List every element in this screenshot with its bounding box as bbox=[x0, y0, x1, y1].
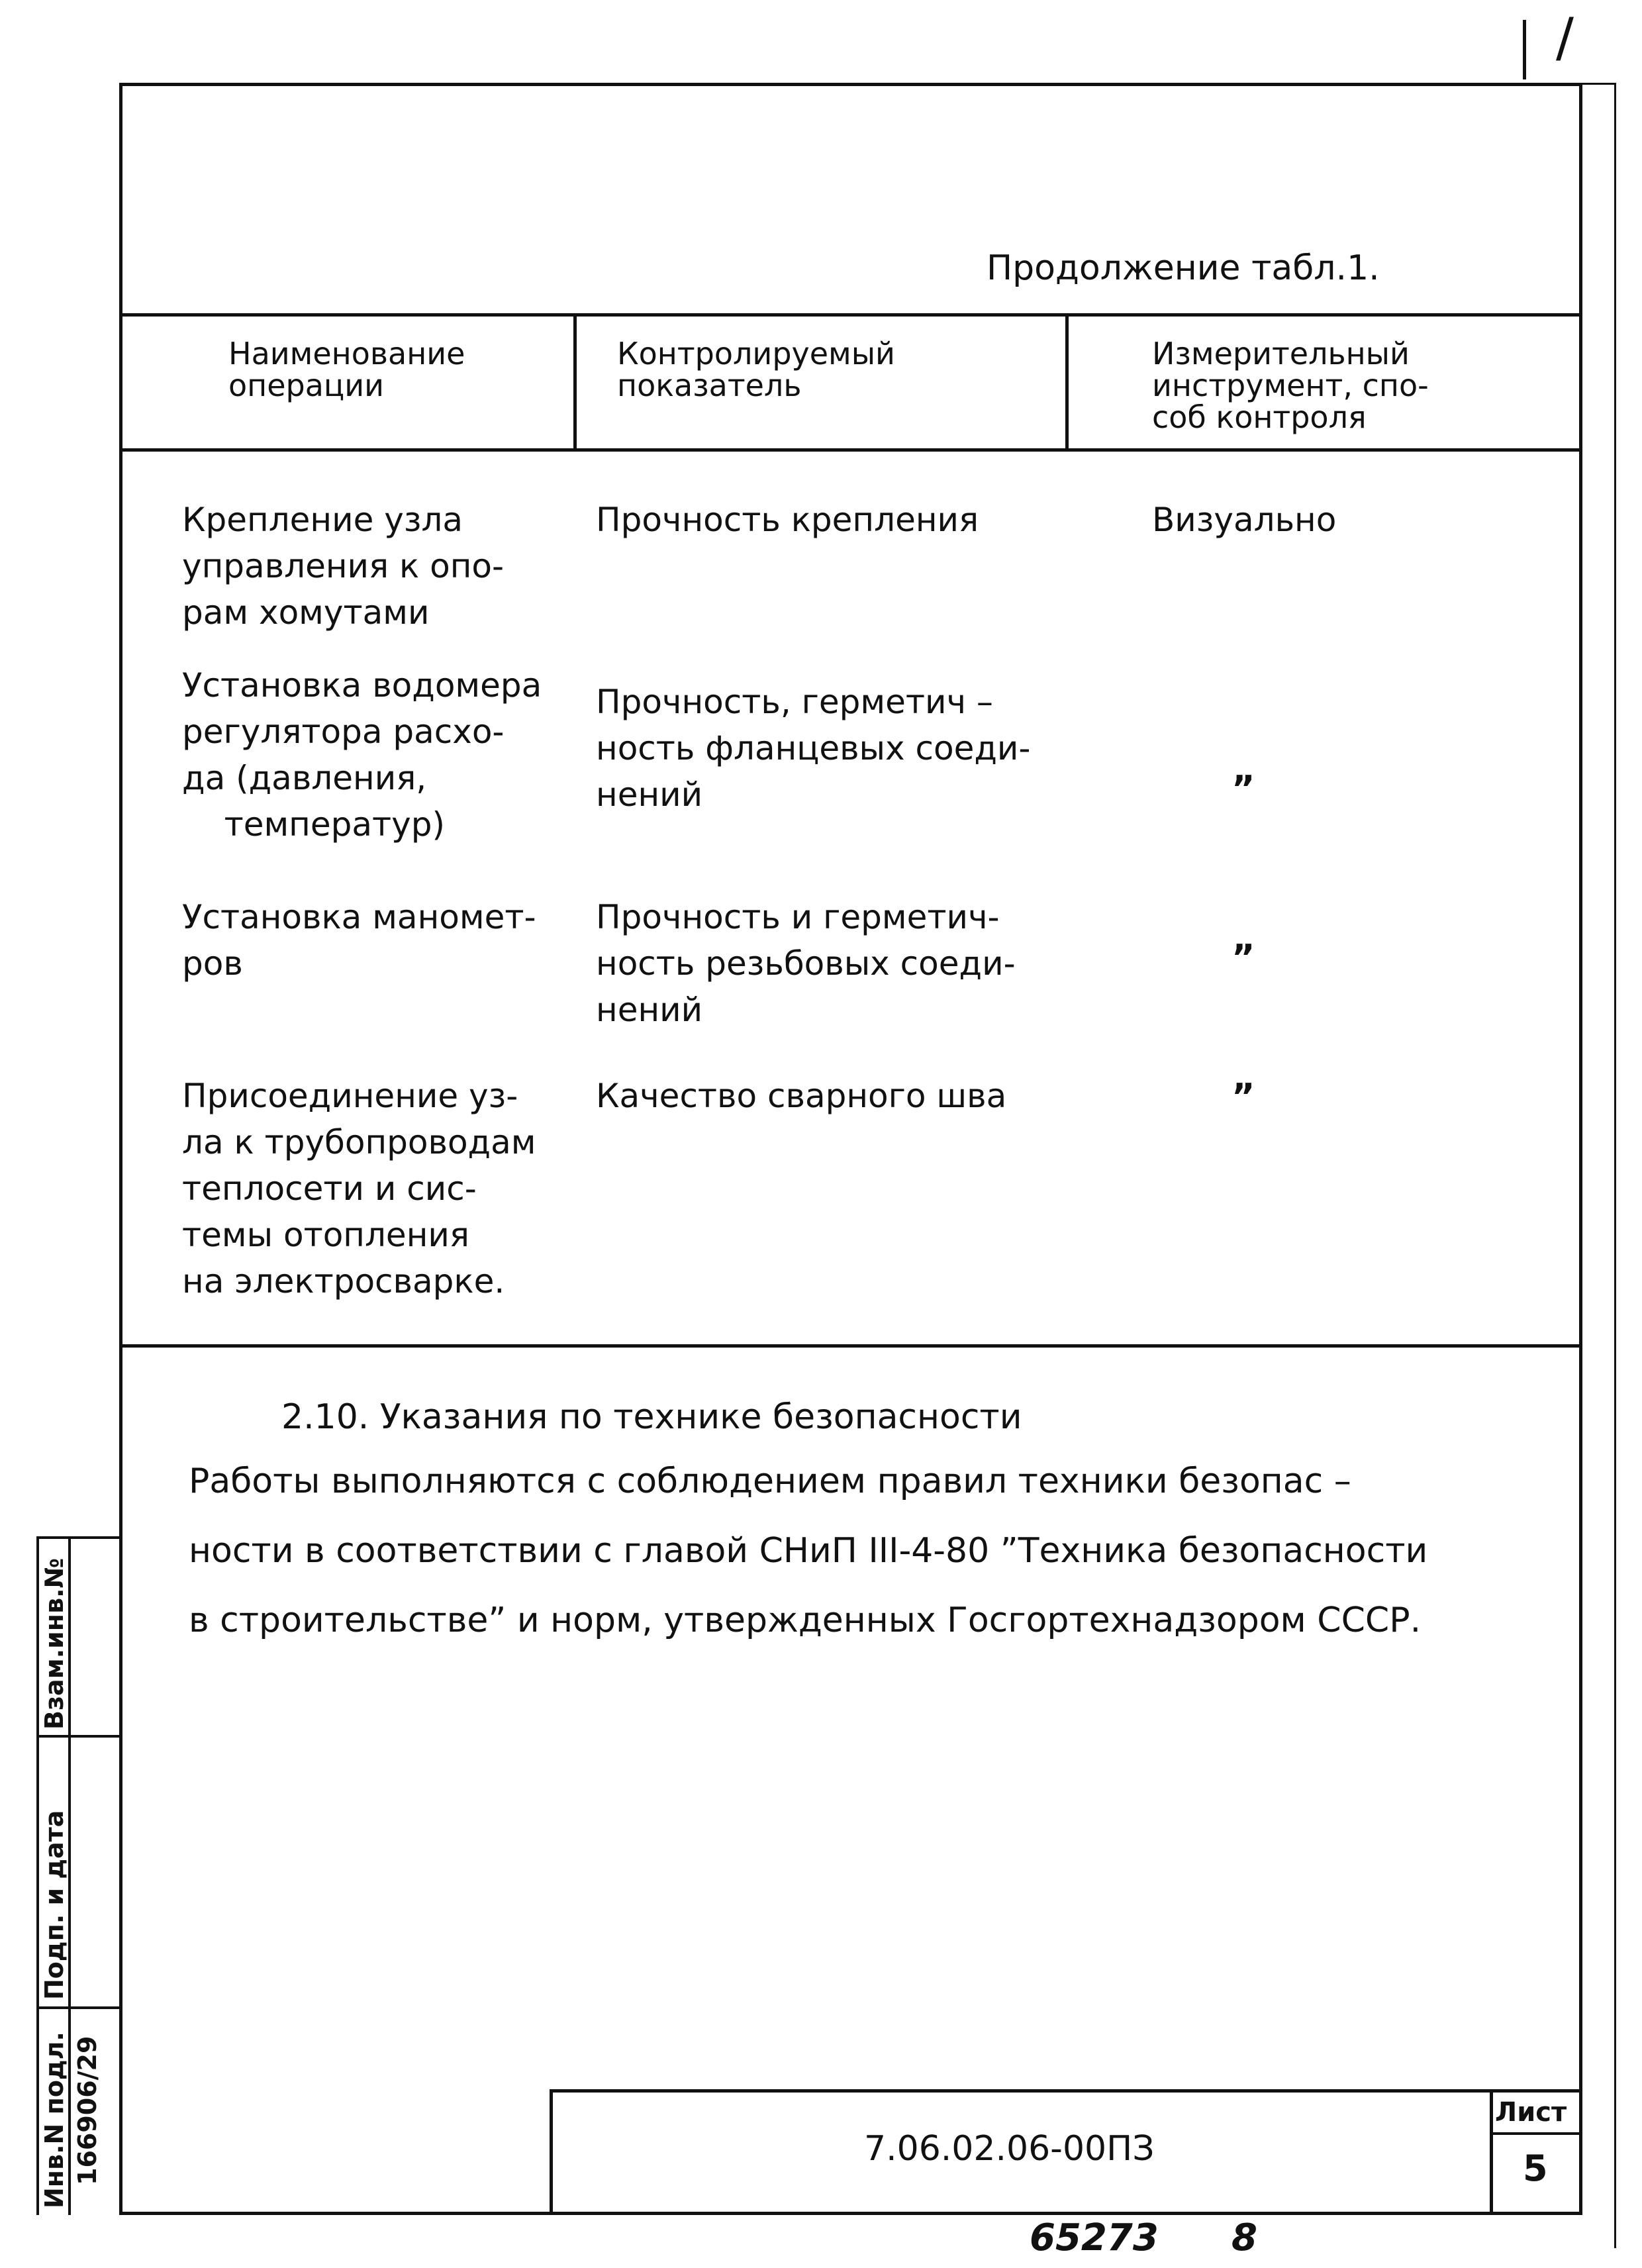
header-col-divider-1 bbox=[573, 313, 577, 452]
row-operation: Крепление узла управления к опо- рам хомутами bbox=[182, 501, 505, 632]
section-text: Работы выполняются с соблюдением правил техники безопас – ности в соответствии с главой СНиП III-4-80 ”Техника безопасности в строительстве” и норм, утвержденных Госгортехнадзором СССР. bbox=[189, 1461, 1428, 1640]
title-block-left bbox=[550, 2089, 553, 2215]
archive-number: 65273 bbox=[1030, 2216, 1159, 2259]
row-method-ditto: ” bbox=[1232, 768, 1255, 810]
frame-bottom bbox=[119, 2212, 1582, 2215]
title-block-top bbox=[550, 2089, 1582, 2093]
title-block-sheet-sep bbox=[1490, 2132, 1582, 2135]
document-code: 7.06.02.06-00ПЗ bbox=[864, 2129, 1155, 2169]
stamp-sep-1 bbox=[36, 1735, 121, 1738]
stamp-sign-label: Подп. и дата bbox=[40, 1810, 69, 2000]
sheet-number: 5 bbox=[1523, 2147, 1548, 2189]
frame-left bbox=[119, 83, 122, 2215]
table-header-top bbox=[119, 313, 1582, 317]
stamp-inv-value: 166906/29 bbox=[73, 2036, 102, 2185]
outer-right-edge bbox=[1614, 83, 1616, 2248]
row-operation: Присоединение уз- ла к трубопроводам теплосети и сис- темы отопления на электросварке. bbox=[182, 1077, 536, 1301]
table-bottom bbox=[119, 1344, 1582, 1348]
frame-right bbox=[1579, 83, 1582, 2215]
title-block-sheet-divider bbox=[1490, 2089, 1493, 2215]
column-header-indicator: Контролируемый показатель bbox=[617, 336, 895, 403]
stamp-top bbox=[36, 1536, 121, 1539]
page-number: 8 bbox=[1232, 2216, 1257, 2259]
section-heading: 2.10. Указания по технике безопасности bbox=[281, 1397, 1022, 1437]
corner-mark: / bbox=[1556, 7, 1574, 68]
corner-divider bbox=[1523, 20, 1526, 79]
stamp-sep-2 bbox=[36, 2006, 121, 2009]
outer-top-edge bbox=[1579, 83, 1616, 85]
row-indicator: Прочность, герметич – ность фланцевых соеди- нений bbox=[596, 683, 1031, 814]
row-indicator: Прочность и герметич- ность резьбовых соеди- нений bbox=[596, 898, 1016, 1029]
stamp-replace-label: Взам.инв.№ bbox=[40, 1557, 69, 1730]
row-operation: Установка маномет- ров bbox=[182, 898, 536, 983]
sheet-label: Лист bbox=[1495, 2097, 1567, 2128]
row-operation: Установка водомера регулятора расхо- да (давления, температур) bbox=[182, 666, 542, 844]
stamp-inv-label: Инв.N подл. bbox=[40, 2032, 69, 2208]
table-caption: Продолжение табл.1. bbox=[987, 248, 1380, 288]
column-header-method: Измерительный инструмент, спо- соб контроля bbox=[1152, 336, 1429, 435]
stamp-outer-left bbox=[36, 1536, 39, 2215]
row-method-ditto: ” bbox=[1232, 937, 1255, 979]
column-header-operation: Наименование операции bbox=[228, 336, 465, 403]
row-method-ditto: ” bbox=[1232, 1076, 1255, 1118]
row-method: Визуально bbox=[1152, 501, 1337, 539]
frame-top bbox=[119, 83, 1582, 86]
row-indicator: Качество сварного шва bbox=[596, 1077, 1007, 1115]
header-col-divider-2 bbox=[1065, 313, 1069, 452]
row-indicator: Прочность крепления bbox=[596, 501, 979, 539]
table-header-bottom bbox=[119, 448, 1582, 452]
